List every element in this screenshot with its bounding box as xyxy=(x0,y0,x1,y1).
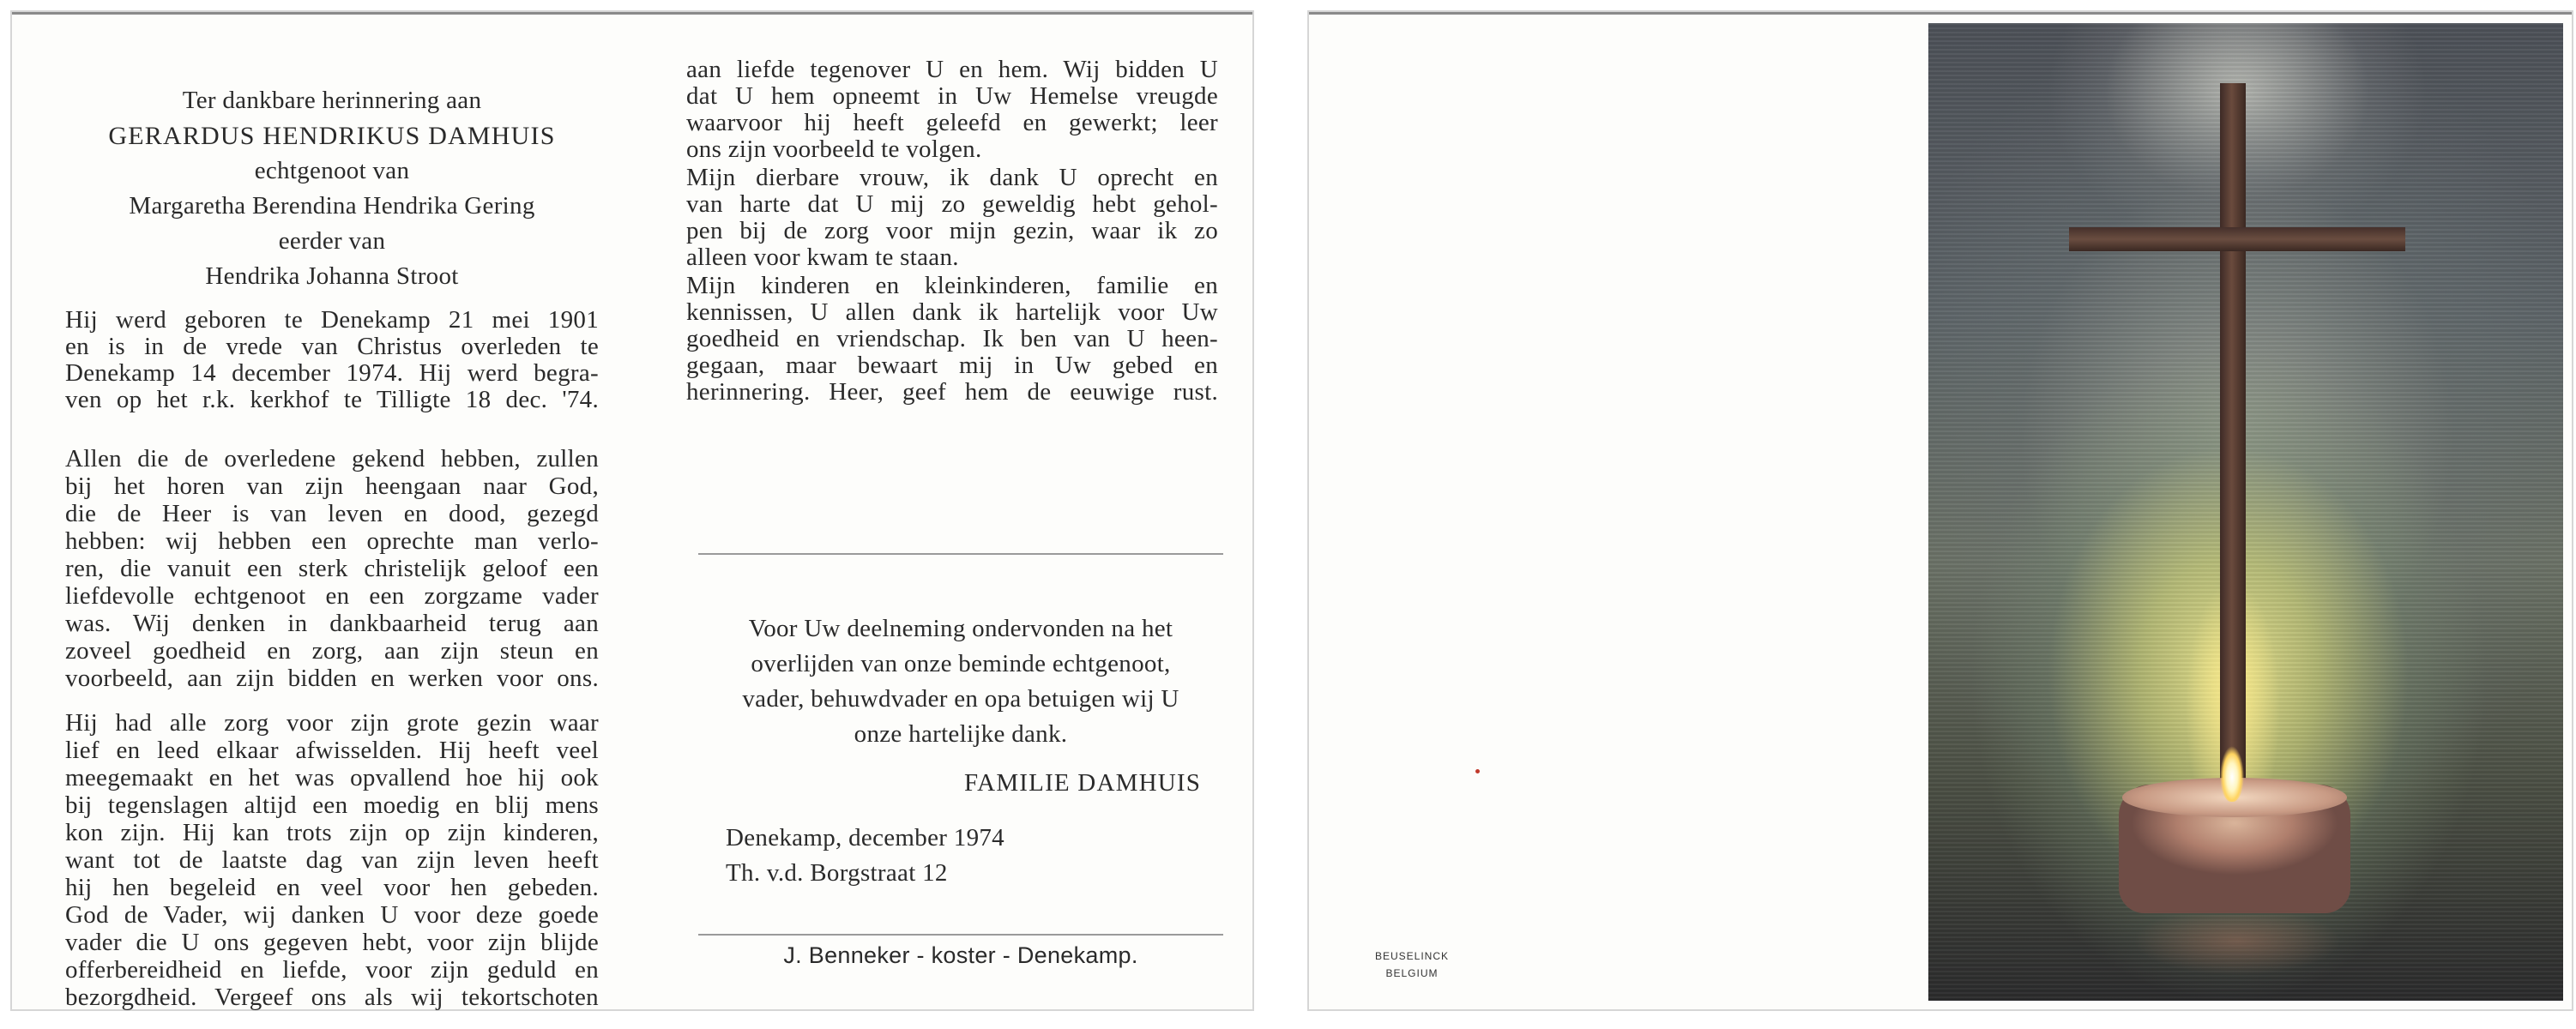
spouse-name: Margaretha Berendina Hendrika Gering xyxy=(129,192,535,220)
text-line: herinnering. Heer, geef hem de eeuwige rust. xyxy=(686,378,1218,406)
family-signature: FAMILIE DAMHUIS xyxy=(964,769,1202,797)
publisher-country: BELGIUM xyxy=(1385,967,1439,979)
memorial-card-text-spread xyxy=(12,12,1252,1009)
cross-vertical-beam xyxy=(2220,83,2246,803)
flame-icon xyxy=(2220,740,2244,802)
cross-and-candle-icon xyxy=(1928,23,2563,1001)
former-spouse-name: Hendrika Johanna Stroot xyxy=(205,262,459,290)
text-line: alleen voor kwam te staan. xyxy=(686,244,959,271)
text-line: Allen die de overledene gekend hebben, zullen xyxy=(65,445,599,472)
text-line: hebben: wij hebben een oprechte man verlo- xyxy=(65,527,599,555)
text-line: lief en leed elkaar afwisselden. Hij heeft veel xyxy=(65,737,599,764)
deceased-name: GERARDUS HENDRIKUS DAMHUIS xyxy=(108,122,556,150)
place-date: Denekamp, december 1974 xyxy=(726,824,1004,851)
dedication-line: Ter dankbare herinnering aan xyxy=(182,87,482,114)
text-line: die de Heer is van leven en dood, gezegd xyxy=(65,500,599,527)
cross-horizontal-beam xyxy=(2069,227,2405,251)
text-line: ren, die vanuit een sterk christelijk geloof een xyxy=(65,555,599,582)
text-line: ven op het r.k. kerkhof te Tilligte 18 dec. '74. xyxy=(65,386,599,413)
thanks-line: overlijden van onze beminde echtgenoot, xyxy=(751,650,1171,677)
thanks-line: Voor Uw deelneming ondervonden na het xyxy=(748,615,1173,642)
memorial-card-image-spread xyxy=(1309,12,2572,1009)
text-line: offerbereidheid en liefde, voor zijn geduld en xyxy=(65,956,599,984)
text-line: Hij werd geboren te Denekamp 21 mei 1901 xyxy=(65,306,599,334)
text-line: Mijn kinderen en kleinkinderen, familie en xyxy=(686,272,1218,299)
text-line: kon zijn. Hij kan trots zijn op zijn kinderen, xyxy=(65,819,599,846)
divider-rule xyxy=(698,934,1223,936)
text-line: meegemaakt en het was opvallend hoe hij ook xyxy=(65,764,599,791)
thanks-line: vader, behuwdvader en opa betuigen wij U xyxy=(742,685,1179,713)
text-line: aan liefde tegenover U en hem. Wij bidden U xyxy=(686,56,1218,83)
text-line: bij het horen van zijn heengaan naar God, xyxy=(65,472,599,500)
spouse-label: echtgenoot van xyxy=(254,157,410,184)
text-line: bezorgdheid. Vergeef ons als wij tekortschoten xyxy=(65,984,599,1011)
printer-credit: J. Benneker - koster - Denekamp. xyxy=(783,942,1138,968)
text-line: Hij had alle zorg voor zijn grote gezin waar xyxy=(65,709,599,737)
text-line: zoveel goedheid en zorg, aan zijn steun en xyxy=(65,637,599,665)
text-line: was. Wij denken in dankbaarheid terug aan xyxy=(65,610,599,637)
text-line: Denekamp 14 december 1974. Hij werd begra- xyxy=(65,359,599,387)
text-line: waarvoor hij heeft geleefd en gewerkt; leer xyxy=(686,109,1218,136)
address: Th. v.d. Borgstraat 12 xyxy=(726,859,948,887)
text-line: en is in de vrede van Christus overleden te xyxy=(65,333,599,360)
text-line: bij tegenslagen altijd een moedig en blij mens xyxy=(65,791,599,819)
text-line: ons zijn voorbeeld te volgen. xyxy=(686,135,982,163)
divider-rule xyxy=(698,553,1223,555)
text-line: want tot de laatste dag van zijn leven heeft xyxy=(65,846,599,874)
candle-reflection xyxy=(2134,915,2340,1001)
print-speck xyxy=(1475,769,1480,773)
publisher-name: BEUSELINCK xyxy=(1374,950,1450,962)
text-line: vader die U ons gegeven hebt, voor zijn blijde xyxy=(65,929,599,956)
publisher-imprint xyxy=(1360,948,1463,982)
text-line: dat U hem opneemt in Uw Hemelse vreugde xyxy=(686,82,1218,110)
text-line: gegaan, maar bewaart mij in Uw gebed en xyxy=(686,352,1218,379)
text-line: Mijn dierbare vrouw, ik dank U oprecht en xyxy=(686,164,1218,191)
text-line: hij hen begeleid en veel voor hen gebeden. xyxy=(65,874,599,901)
text-line: van harte dat U mij zo geweldig hebt gehol- xyxy=(686,190,1218,218)
text-line: kennissen, U allen dank ik hartelijk voor Uw xyxy=(686,298,1218,326)
text-line: voorbeeld, aan zijn bidden en werken voor ons. xyxy=(65,665,599,692)
text-line: liefdevolle echtgenoot en een zorgzame vader xyxy=(65,582,599,610)
thanks-line: onze hartelijke dank. xyxy=(854,720,1068,748)
former-spouse-label: eerder van xyxy=(278,227,386,255)
text-line: goedheid en vriendschap. Ik ben van U heen- xyxy=(686,325,1218,352)
text-line: pen bij de zorg voor mijn gezin, waar ik zo xyxy=(686,217,1218,244)
text-line: God de Vader, wij danken U voor deze goede xyxy=(65,901,599,929)
